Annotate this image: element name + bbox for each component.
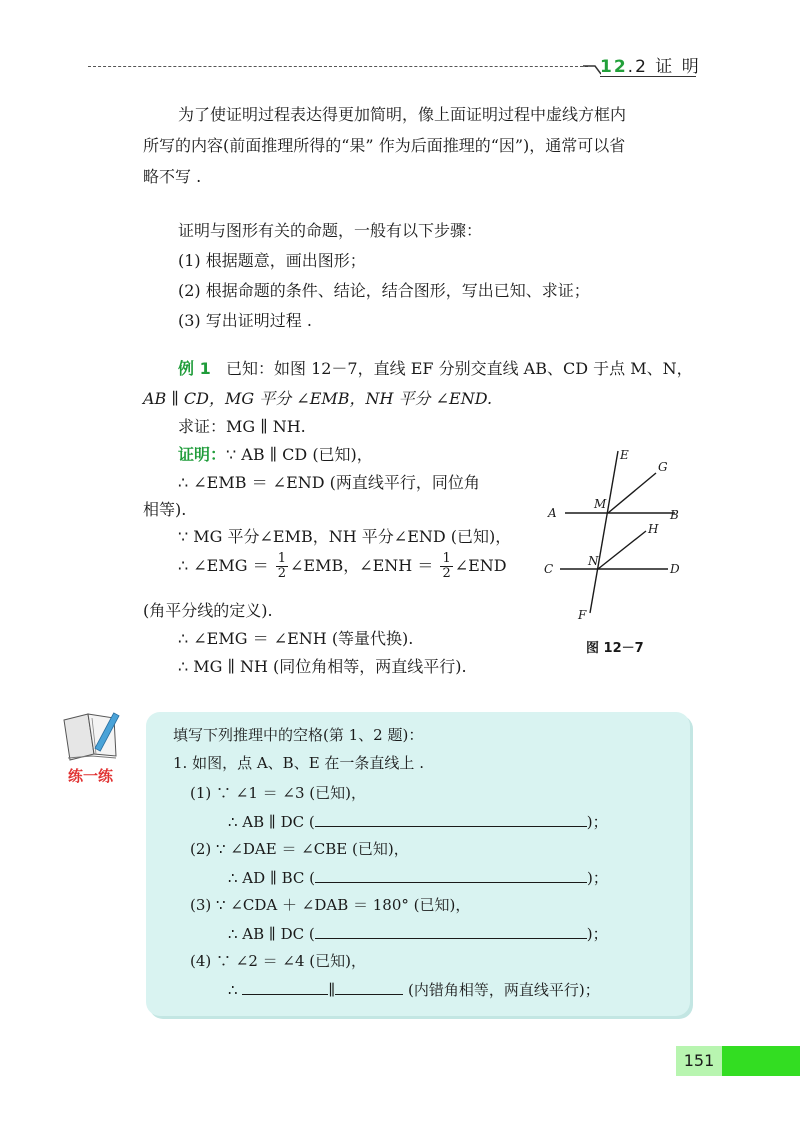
item-3-blank[interactable] bbox=[315, 922, 587, 939]
item-1-blank[interactable] bbox=[315, 810, 587, 827]
item-3-text: ∴ AB ∥ DC ( bbox=[228, 925, 315, 943]
figure-12-7 bbox=[540, 445, 700, 625]
label-m: M bbox=[594, 497, 607, 511]
item-2-text: ∴ AD ∥ BC ( bbox=[228, 869, 316, 887]
proof-step-2: ∴ ∠EMB ＝ ∠END (两直线平行，同位角 bbox=[178, 473, 480, 492]
figure-caption: 图 12－7 bbox=[586, 641, 644, 656]
item-3-conclusion bbox=[228, 922, 608, 944]
practice-label: 练一练 bbox=[68, 767, 114, 785]
ray-nh bbox=[598, 531, 646, 569]
proof-step-4c: ∠END bbox=[454, 556, 507, 575]
item-2-conclusion bbox=[228, 866, 608, 888]
intro-line-1: 为了使证明过程表达得更加简明，像上面证明过程中虚线方框内 bbox=[178, 105, 627, 124]
proof-step-6: ∴ MG ∥ NH (同位角相等，两直线平行). bbox=[178, 657, 467, 676]
item-4-conclusion bbox=[228, 978, 600, 1000]
item-1-close: )； bbox=[586, 813, 608, 831]
item-3-close: )； bbox=[586, 925, 608, 943]
proof-label: 证明： bbox=[178, 445, 227, 464]
proof-step-4 bbox=[178, 552, 507, 581]
proof-step-5: ∴ ∠EMG ＝ ∠ENH (等量代换). bbox=[178, 629, 414, 648]
item-4-therefore: ∴ bbox=[228, 981, 238, 999]
item-4-parallel-sign: ∥ bbox=[328, 981, 336, 999]
fraction-half-1 bbox=[276, 552, 288, 581]
item-1-conclusion bbox=[228, 810, 608, 832]
example-given-line-1 bbox=[178, 356, 693, 379]
item-4-blank-left[interactable] bbox=[242, 978, 328, 995]
notebook-pencil-icon bbox=[58, 706, 132, 764]
proof-step-4b: ∠EMB，∠ENH ＝ bbox=[289, 556, 434, 575]
item-2-close: )； bbox=[587, 869, 608, 887]
example-prove: 求证：MG ∥ NH. bbox=[178, 417, 306, 436]
proof-step-4d: (角平分线的定义). bbox=[143, 601, 273, 620]
label-g: G bbox=[658, 460, 668, 474]
frac-num-2: 1 bbox=[442, 551, 451, 566]
frac-den-2: 2 bbox=[442, 566, 451, 581]
frac-num-1: 1 bbox=[277, 551, 286, 566]
label-a: A bbox=[548, 506, 557, 520]
item-1-text: ∴ AB ∥ DC ( bbox=[228, 813, 315, 831]
header-dashed-rule bbox=[88, 66, 588, 67]
practice-question-1: 1. 如图，点 A、B、E 在一条直线上 . bbox=[173, 754, 424, 772]
intro-line-3: 略不写 . bbox=[143, 167, 202, 186]
item-1-given: (1) ∵ ∠1 ＝ ∠3 (已知)， bbox=[190, 784, 367, 802]
fraction-half-2 bbox=[440, 552, 452, 581]
ray-mg bbox=[608, 473, 656, 513]
line-ef bbox=[590, 451, 618, 613]
step-3: (3) 写出证明过程 . bbox=[178, 311, 312, 330]
example-given-text: 已知：如图 12－7，直线 EF 分别交直线 AB、CD 于点 M、N， bbox=[225, 359, 693, 378]
example-label: 例 1 bbox=[178, 359, 211, 378]
proof-step-2b: 相等). bbox=[143, 500, 187, 519]
frac-den-1: 2 bbox=[277, 566, 286, 581]
label-f: F bbox=[578, 608, 587, 622]
item-2-blank[interactable] bbox=[315, 866, 587, 883]
proof-line-1 bbox=[178, 442, 373, 465]
steps-lead: 证明与图形有关的命题，一般有以下步骤： bbox=[178, 221, 483, 240]
item-2-given: (2) ∵ ∠DAE ＝ ∠CBE (已知)， bbox=[190, 840, 409, 858]
intro-line-2: 所写的内容(前面推理所得的“果” 作为后面推理的“因”)，通常可以省 bbox=[143, 136, 626, 155]
practice-intro: 填写下列推理中的空格(第 1、2 题)： bbox=[173, 726, 424, 744]
item-3-given: (3) ∵ ∠CDA ＋ ∠DAB ＝ 180° (已知)， bbox=[190, 896, 471, 914]
label-h: H bbox=[648, 522, 659, 536]
item-4-reason: (内错角相等，两直线平行)； bbox=[408, 981, 600, 999]
label-d: D bbox=[670, 562, 680, 576]
label-c: C bbox=[544, 562, 554, 576]
proof-step-1: ∵ AB ∥ CD (已知)， bbox=[226, 445, 373, 464]
label-e: E bbox=[620, 448, 629, 462]
proof-step-3: ∵ MG 平分∠EMB，NH 平分∠END (已知)， bbox=[178, 527, 512, 546]
header-hook-mark bbox=[583, 58, 601, 76]
step-2: (2) 根据命题的条件、结论，结合图形，写出已知、求证； bbox=[178, 281, 590, 300]
step-1: (1) 根据题意，画出图形； bbox=[178, 251, 366, 270]
item-4-blank-right[interactable] bbox=[335, 978, 403, 995]
section-title: .2 证 明 bbox=[627, 57, 701, 77]
page-number: 151 bbox=[676, 1046, 722, 1076]
section-number: 12 bbox=[600, 57, 628, 77]
item-4-given: (4) ∵ ∠2 ＝ ∠4 (已知)， bbox=[190, 952, 367, 970]
label-b: B bbox=[670, 508, 679, 522]
section-header bbox=[600, 52, 701, 77]
label-n: N bbox=[588, 554, 599, 568]
proof-step-4a: ∴ ∠EMG ＝ bbox=[178, 556, 269, 575]
example-given-line-2: AB ∥ CD，MG 平分 ∠EMB，NH 平分 ∠END. bbox=[143, 389, 493, 408]
header-underline bbox=[600, 76, 696, 77]
